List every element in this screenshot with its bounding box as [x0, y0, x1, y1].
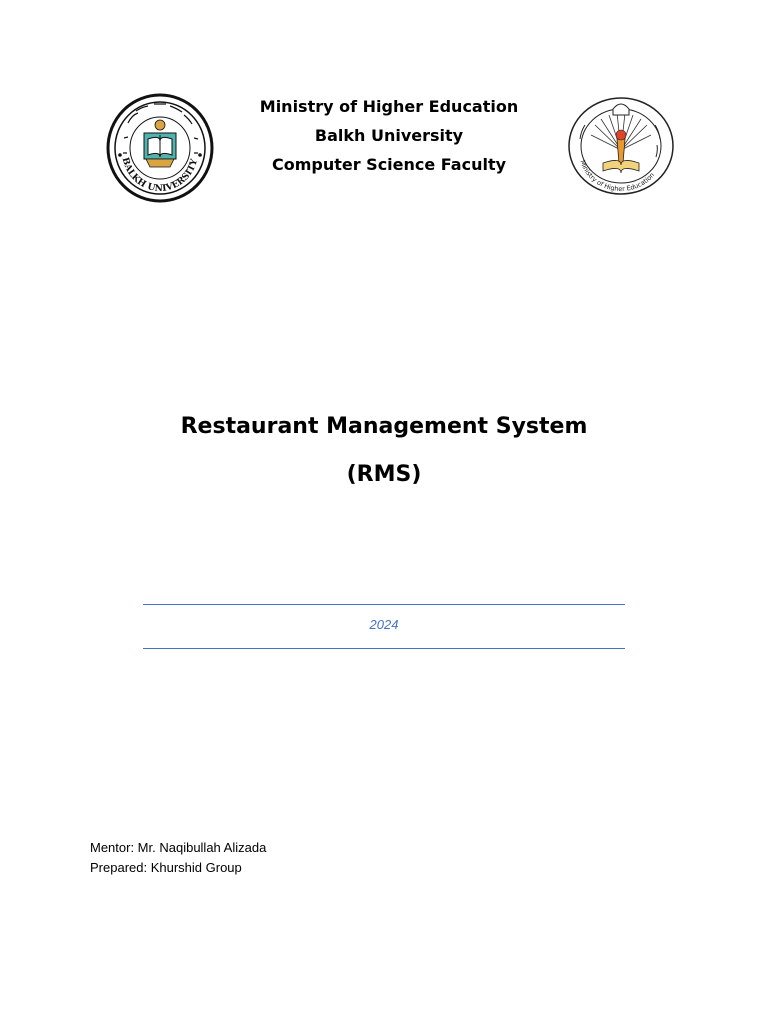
faculty-name: Computer Science Faculty	[271, 155, 507, 174]
svg-text:Ministry of Higher Education: Ministry of Higher Education	[578, 159, 657, 194]
ministry-name: Ministry of Higher Education	[259, 97, 519, 116]
prepared-line: Prepared: Khurshid Group	[90, 860, 242, 875]
mentor-line: Mentor: Mr. Naqibullah Alizada	[90, 840, 267, 855]
document-title-abbreviation: (RMS)	[346, 462, 422, 487]
svg-text:BALKH UNIVERSITY: BALKH UNIVERSITY	[119, 156, 201, 195]
university-name: Balkh University	[314, 126, 464, 145]
ministry-of-higher-education-seal-icon	[565, 95, 677, 197]
divider-bottom	[143, 648, 625, 649]
balkh-university-logo	[106, 93, 214, 203]
document-year: 2024	[369, 617, 399, 632]
ministry-logo	[565, 95, 677, 197]
balkh-university-seal-icon	[106, 93, 214, 203]
divider-top	[143, 604, 625, 605]
document-header	[214, 92, 564, 179]
document-title: Restaurant Management System	[180, 414, 588, 439]
credits-block	[90, 838, 266, 878]
